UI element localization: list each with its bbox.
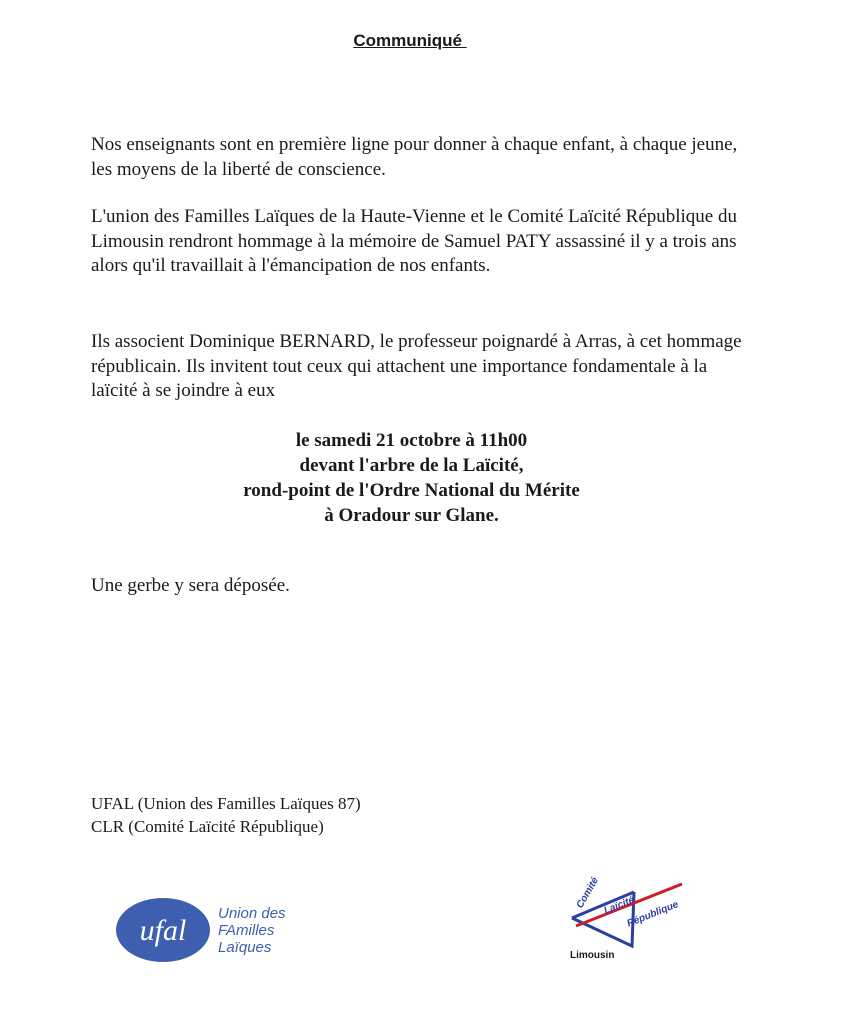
clr-region: Limousin: [570, 950, 615, 961]
signer-ufal: UFAL (Union des Familles Laïques 87): [91, 794, 361, 813]
ufal-logo-text: [218, 905, 286, 956]
paragraph-invitation: Ils associent Dominique BERNARD, le professeur poignardé à Arras, à cet hommage républicain. Ils invitent tout ceux qui attachent une importance fondamentale à la laïcité à se joindre à eux: [91, 331, 742, 401]
signers: [91, 792, 361, 838]
clr-word-laicite: Laïcité: [602, 894, 636, 917]
paragraph-tribute: L'union des Familles Laïques de la Haute-Vienne et le Comité Laïcité République du Limousin rendront hommage à la mémoire de Samuel PATY assassiné il y a trois ans alors qu'il travaillait à l'émancipation de nos enfants.: [91, 206, 737, 276]
ufal-line-2: FAmilles: [218, 922, 275, 939]
signer-clr: CLR (Comité Laïcité République): [91, 817, 324, 836]
event-town: à Oradour sur Glane.: [324, 505, 499, 526]
page-title: Communiqué: [353, 31, 467, 50]
paragraph-intro: Nos enseignants sont en première ligne pour donner à chaque enfant, à chaque jeune, les moyens de la liberté de conscience.: [91, 134, 738, 180]
clr-logo: [564, 860, 694, 970]
event-place: devant l'arbre de la Laïcité,: [299, 455, 524, 476]
event-details: [0, 428, 823, 528]
event-date: le samedi 21 octobre à 11h00: [295, 430, 528, 451]
clr-word-republique: République: [625, 899, 681, 930]
paragraph-wreath: Une gerbe y sera déposée.: [91, 575, 290, 596]
ufal-line-1: Union des: [218, 905, 286, 922]
event-roundabout: rond-point de l'Ordre National du Mérite: [243, 480, 580, 501]
clr-word-comite: Comité: [574, 875, 602, 911]
ufal-logo-mark: ufal: [139, 914, 187, 947]
ufal-line-3: Laïques: [218, 939, 272, 956]
